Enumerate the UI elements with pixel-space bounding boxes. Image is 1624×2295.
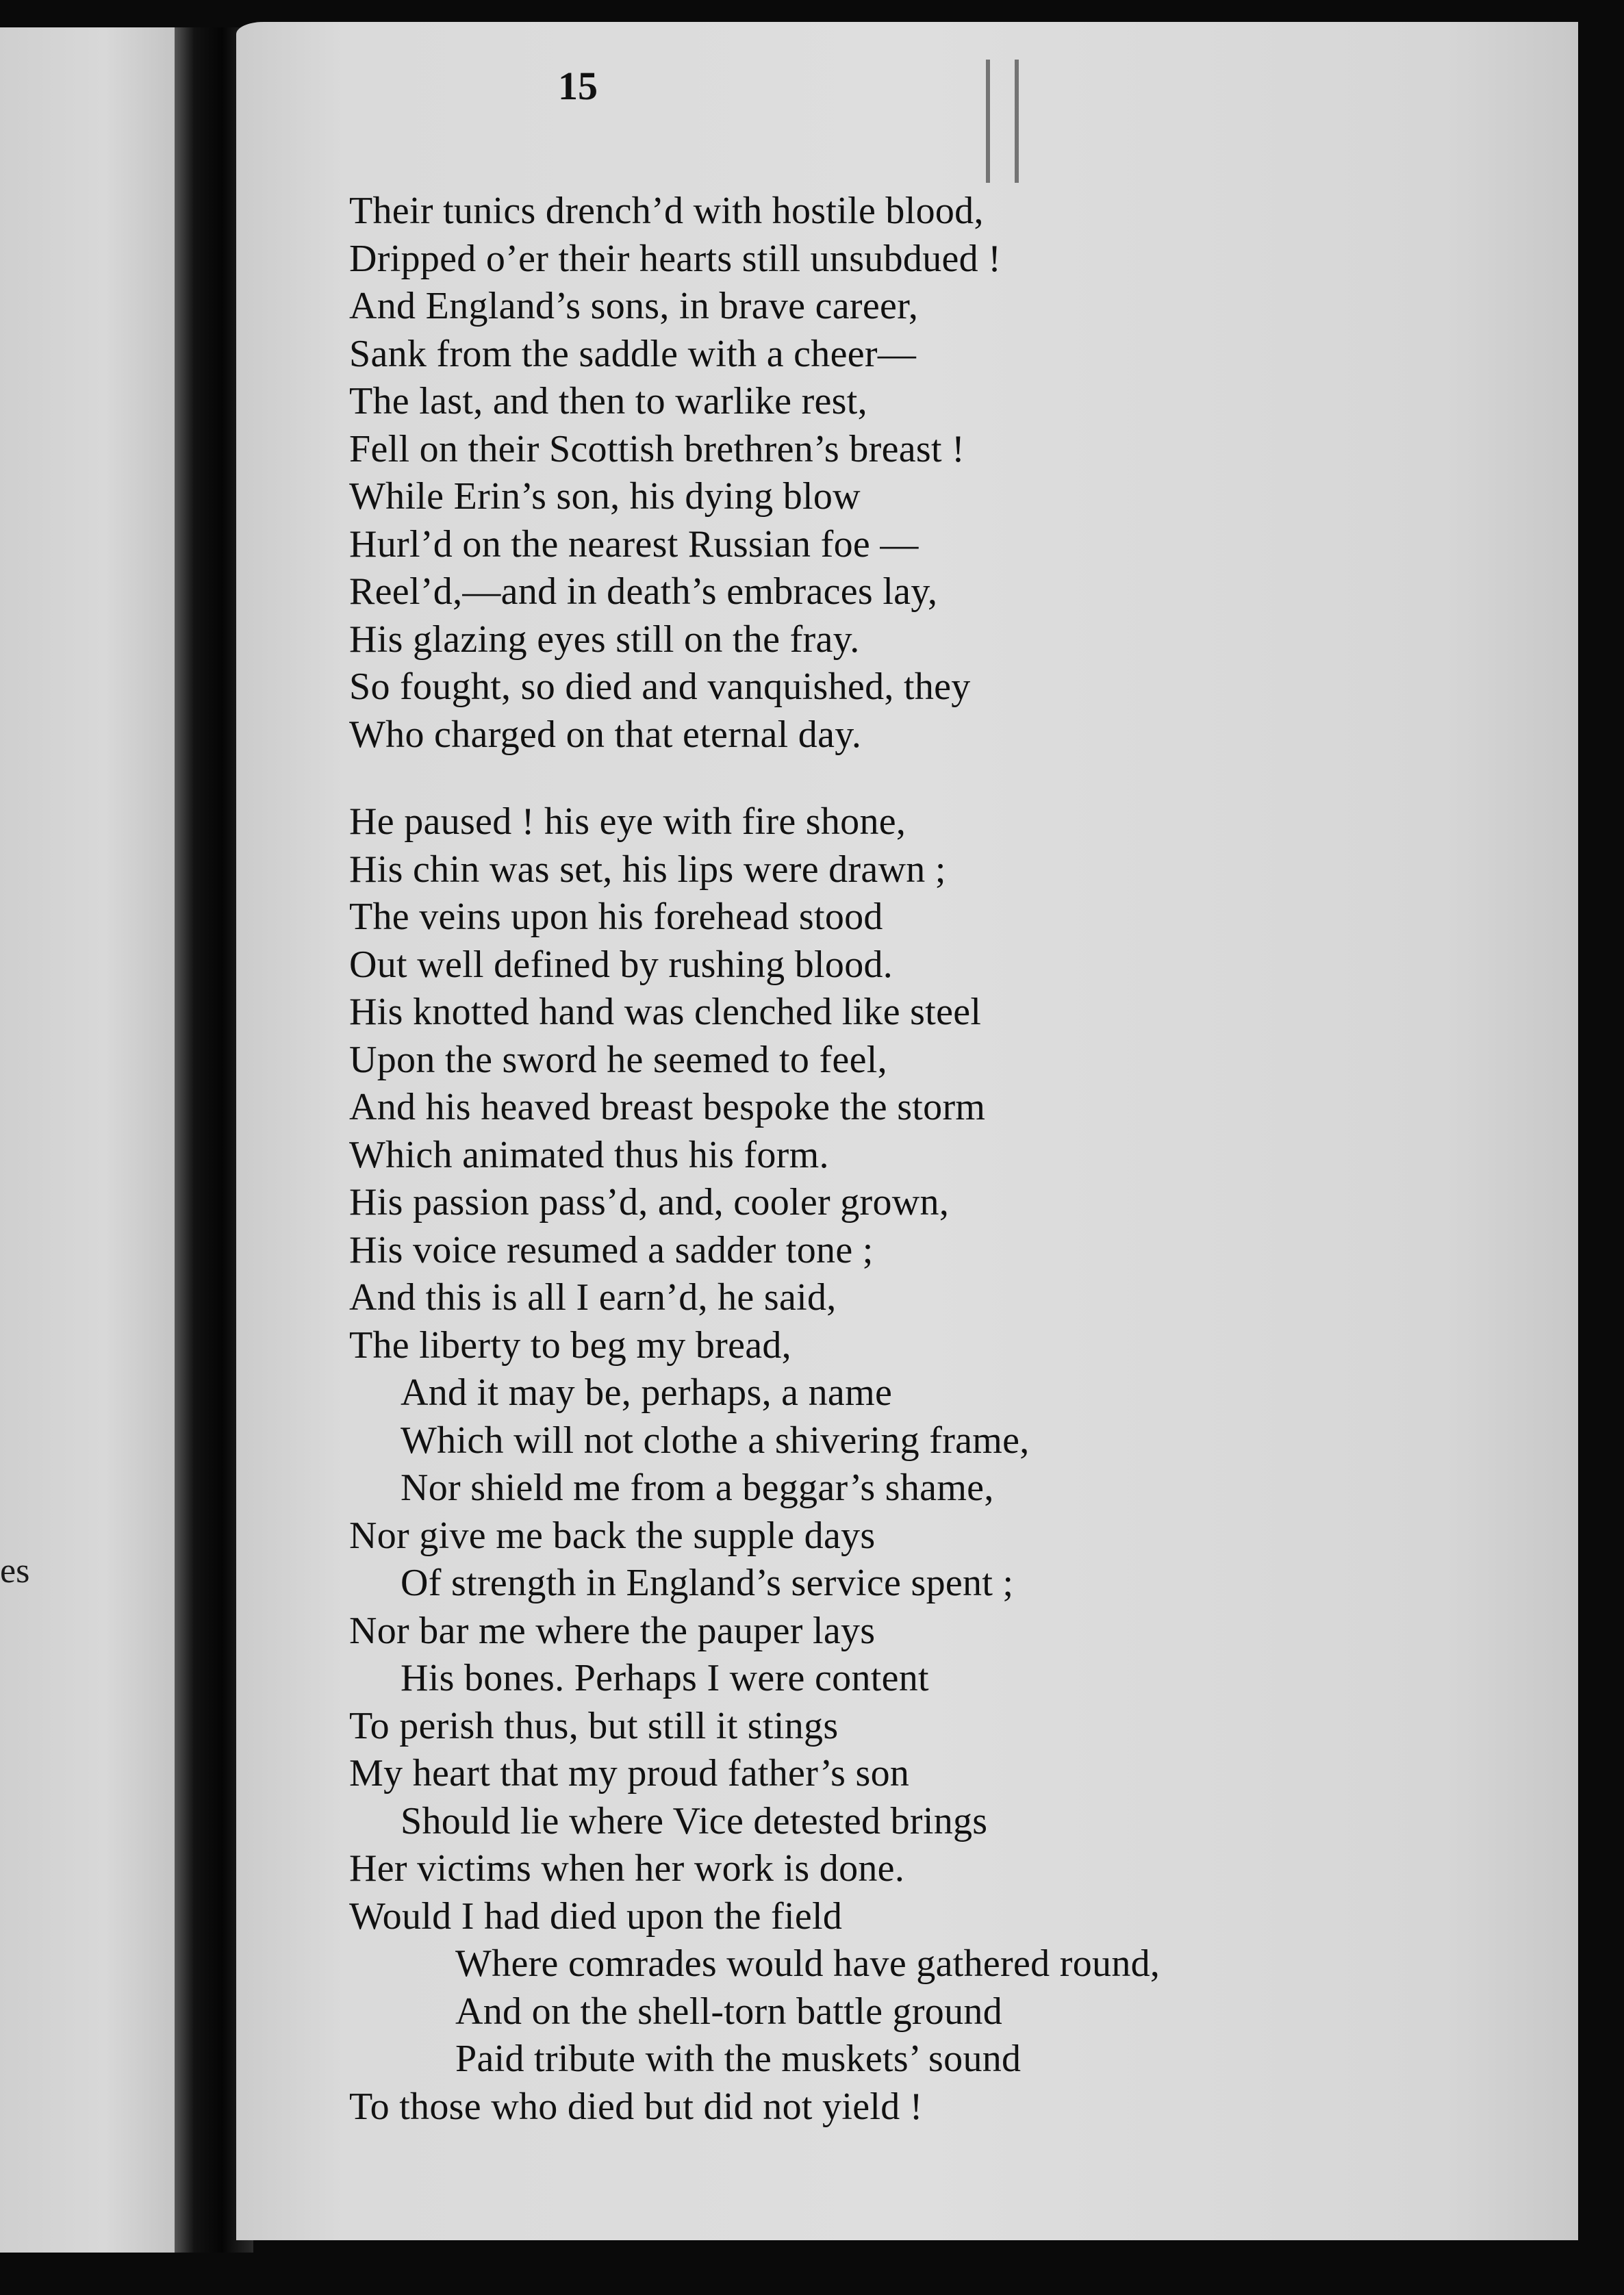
poem-line: His knotted hand was clenched like steel [349, 991, 982, 1033]
poem-line: And England’s sons, in brave career, [349, 285, 919, 327]
poem-line: To those who died but did not yield ! [349, 2085, 923, 2128]
poem-line: Where comrades would have gathered round, [455, 1942, 1160, 1985]
poem-line: He paused ! his eye with fire shone, [349, 800, 906, 843]
poem-line: His chin was set, his lips were drawn ; [349, 848, 946, 891]
poem-line: So fought, so died and vanquished, they [349, 665, 971, 708]
poem-line: Who charged on that eternal day. [349, 713, 862, 756]
poem-line: Dripped o’er their hearts still unsubdued ! [349, 237, 1002, 280]
poem-line: Sank from the saddle with a cheer— [349, 332, 917, 375]
poem-line: The liberty to beg my bread, [349, 1323, 791, 1367]
poem-line: Her victims when her work is done. [349, 1847, 905, 1890]
stanza-2 [349, 798, 1568, 2131]
poem-line: His voice resumed a sadder tone ; [349, 1228, 874, 1271]
poem [349, 188, 1568, 2131]
poem-line: While Erin’s son, his dying blow [349, 475, 861, 518]
poem-line: Would I had died upon the field [349, 1894, 843, 1938]
poem-line: His passion pass’d, and, cooler grown, [349, 1181, 950, 1223]
poem-line: The veins upon his forehead stood [349, 896, 883, 938]
poem-line: Their tunics drench’d with hostile blood, [349, 190, 984, 232]
poem-line: Fell on their Scottish brethren’s breast ! [349, 427, 965, 470]
page-number: 15 [558, 64, 598, 108]
poem-line: The last, and then to warlike rest, [349, 380, 867, 422]
poem-line: Should lie where Vice detested brings [401, 1799, 988, 1842]
poem-line: Nor bar me where the pauper lays [349, 1609, 876, 1652]
poem-line: Of strength in England’s service spent ; [401, 1562, 1014, 1604]
poem-line: Upon the sword he seemed to feel, [349, 1038, 887, 1081]
poem-line: Which animated thus his form. [349, 1133, 829, 1176]
poem-line: Nor shield me from a beggar’s shame, [401, 1467, 994, 1509]
facing-page [0, 27, 175, 2253]
facing-page-edge-text: es [0, 1551, 30, 1590]
poem-line: And this is all I earn’d, he said, [349, 1276, 837, 1319]
poem-line: His bones. Perhaps I were content [401, 1657, 929, 1699]
stanza-1 [349, 188, 1568, 759]
poem-line: And it may be, perhaps, a name [401, 1371, 893, 1414]
stanza-break [349, 759, 1568, 798]
poem-line: Which will not clothe a shivering frame, [401, 1419, 1030, 1462]
poem-line: And on the shell-torn battle ground [455, 1990, 1003, 2033]
poem-line: To perish thus, but still it stings [349, 1704, 839, 1747]
poem-line: His glazing eyes still on the fray. [349, 618, 860, 661]
page [236, 22, 1578, 2240]
poem-line: Paid tribute with the muskets’ sound [455, 2038, 1022, 2080]
poem-line: Out well defined by rushing blood. [349, 943, 893, 986]
poem-line: My heart that my proud father’s son [349, 1752, 910, 1795]
poem-line: And his heaved breast bespoke the storm [349, 1086, 986, 1128]
poem-line: Nor give me back the supple days [349, 1514, 876, 1557]
poem-line: Reel’d,—and in death’s embraces lay, [349, 570, 938, 613]
poem-line: Hurl’d on the nearest Russian foe — [349, 522, 919, 566]
